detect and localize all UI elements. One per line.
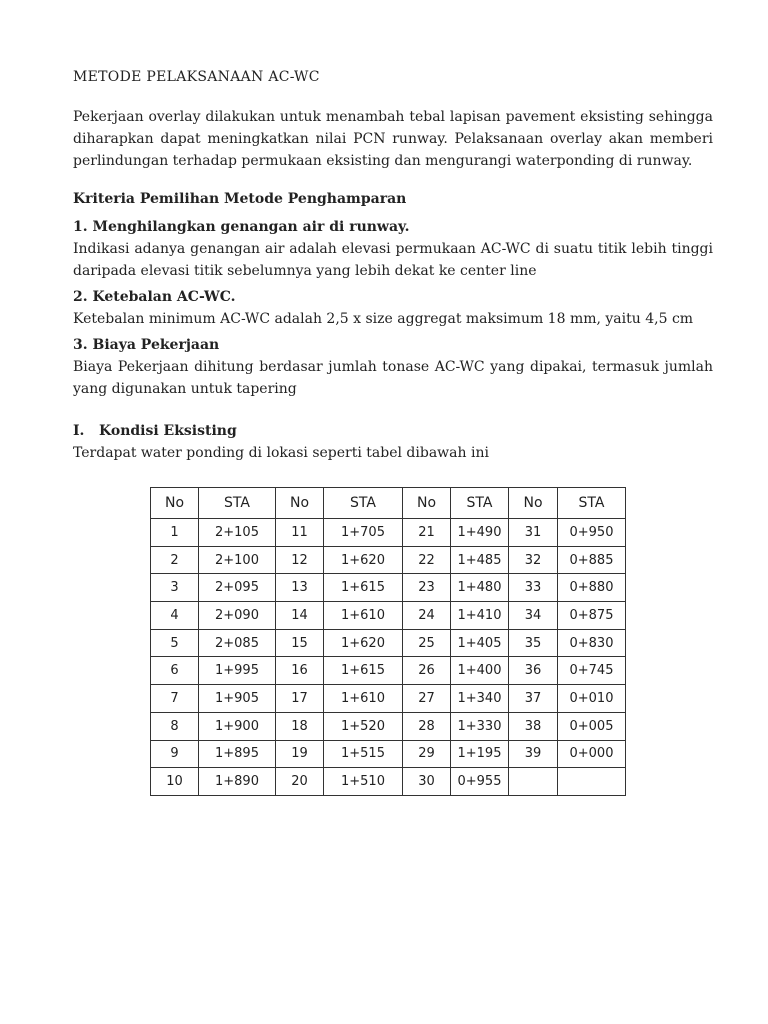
- header-cell: No: [151, 488, 199, 519]
- table-cell: 2+095: [199, 574, 276, 602]
- table-cell: 10: [151, 768, 199, 796]
- table-cell: 6: [151, 657, 199, 685]
- table-cell: 1+485: [451, 546, 509, 574]
- section-title: Kondisi Eksisting: [99, 423, 237, 439]
- header-cell: STA: [199, 488, 276, 519]
- table-cell: 17: [276, 685, 324, 713]
- table-cell: 11: [276, 519, 324, 547]
- table-row: [151, 712, 626, 740]
- table-cell: 0+955: [451, 768, 509, 796]
- table-row: [151, 740, 626, 768]
- table-cell: 0+005: [558, 712, 626, 740]
- table-cell: 0+010: [558, 685, 626, 713]
- table-cell: 9: [151, 740, 199, 768]
- table-cell: 1+195: [451, 740, 509, 768]
- table-cell: 1+620: [324, 546, 403, 574]
- table-cell: 21: [403, 519, 451, 547]
- table-cell: 38: [509, 712, 558, 740]
- table-cell: 1+520: [324, 712, 403, 740]
- table-cell: 35: [509, 629, 558, 657]
- table-cell: 0+950: [558, 519, 626, 547]
- criteria-3-heading: 3. Biaya Pekerjaan: [73, 337, 220, 353]
- table-cell: 1+410: [451, 602, 509, 630]
- intro-paragraph: Pekerjaan overlay dilakukan untuk menambah tebal lapisan pavement eksisting sehingga diharapkan dapat meningkatkan nilai PCN runway. Pelaksanaan overlay akan memberi perlindungan terhadap permukaan eksisting dan mengurangi waterponding di runway.: [73, 109, 713, 169]
- table-cell: 32: [509, 546, 558, 574]
- header-cell: No: [403, 488, 451, 519]
- table-cell: 37: [509, 685, 558, 713]
- table-cell: 2: [151, 546, 199, 574]
- table-cell: 5: [151, 629, 199, 657]
- criteria-2-heading: 2. Ketebalan AC-WC.: [73, 289, 236, 305]
- table-cell: 1+615: [324, 574, 403, 602]
- table-cell: 1: [151, 519, 199, 547]
- table-cell: 26: [403, 657, 451, 685]
- spacer: [73, 404, 713, 420]
- table-cell: 2+085: [199, 629, 276, 657]
- table-cell: 29: [403, 740, 451, 768]
- table-row: [151, 574, 626, 602]
- table-cell: 33: [509, 574, 558, 602]
- criteria-3-body: Biaya Pekerjaan dihitung berdasar jumlah tonase AC-WC yang dipakai, termasuk jumlah yang digunakan untuk tapering: [73, 359, 713, 397]
- table-cell: 25: [403, 629, 451, 657]
- table-cell: 0+000: [558, 740, 626, 768]
- table-cell: 28: [403, 712, 451, 740]
- table-cell: 18: [276, 712, 324, 740]
- section-number: I.: [73, 423, 85, 439]
- criteria-2-body: Ketebalan minimum AC-WC adalah 2,5 x size aggregat maksimum 18 mm, yaitu 4,5 cm: [73, 311, 694, 327]
- table-body: [151, 519, 626, 796]
- header-cell: STA: [451, 488, 509, 519]
- table-cell: 13: [276, 574, 324, 602]
- table-row: [151, 546, 626, 574]
- table-cell: [509, 768, 558, 796]
- table-cell: 1+490: [451, 519, 509, 547]
- table-row: [151, 519, 626, 547]
- table-cell: 0+885: [558, 546, 626, 574]
- table-cell: 22: [403, 546, 451, 574]
- section-heading: [73, 420, 713, 442]
- table-cell: 24: [403, 602, 451, 630]
- table-row: [151, 629, 626, 657]
- table-cell: 1+330: [451, 712, 509, 740]
- table-row: [151, 768, 626, 796]
- table-row: [151, 657, 626, 685]
- table-cell: 31: [509, 519, 558, 547]
- table-row: [151, 602, 626, 630]
- section-body: Terdapat water ponding di lokasi seperti tabel dibawah ini: [73, 445, 489, 461]
- table-cell: 16: [276, 657, 324, 685]
- table-cell: 1+895: [199, 740, 276, 768]
- table-cell: 36: [509, 657, 558, 685]
- table-cell: 14: [276, 602, 324, 630]
- table-cell: 15: [276, 629, 324, 657]
- table-cell: 1+510: [324, 768, 403, 796]
- header-cell: STA: [558, 488, 626, 519]
- table-cell: 12: [276, 546, 324, 574]
- criteria-1-body: Indikasi adanya genangan air adalah elevasi permukaan AC-WC di suatu titik lebih tinggi daripada elevasi titik sebelumnya yang lebih dekat ke center line: [73, 241, 713, 279]
- table-cell: 1+620: [324, 629, 403, 657]
- table-cell: 4: [151, 602, 199, 630]
- table-cell: 1+995: [199, 657, 276, 685]
- header-cell: No: [509, 488, 558, 519]
- table-cell: 1+905: [199, 685, 276, 713]
- table-cell: 1+480: [451, 574, 509, 602]
- table-cell: 1+610: [324, 602, 403, 630]
- table-cell: 0+880: [558, 574, 626, 602]
- table-cell: 0+875: [558, 602, 626, 630]
- table-cell: 1+705: [324, 519, 403, 547]
- table-header-row: [151, 488, 626, 519]
- table-cell: 8: [151, 712, 199, 740]
- table-cell: 19: [276, 740, 324, 768]
- table-cell: 2+105: [199, 519, 276, 547]
- table-cell: 1+400: [451, 657, 509, 685]
- table-row: [151, 685, 626, 713]
- table-cell: 1+890: [199, 768, 276, 796]
- table-cell: 1+340: [451, 685, 509, 713]
- header-cell: No: [276, 488, 324, 519]
- table-cell: [558, 768, 626, 796]
- document-title: METODE PELAKSANAAN AC-WC: [73, 69, 320, 85]
- criteria-title: Kriteria Pemilihan Metode Penghamparan: [73, 191, 407, 207]
- table-cell: 39: [509, 740, 558, 768]
- document-page: [73, 66, 713, 464]
- table-cell: 23: [403, 574, 451, 602]
- water-ponding-table: [150, 487, 626, 796]
- table-cell: 7: [151, 685, 199, 713]
- header-cell: STA: [324, 488, 403, 519]
- table-cell: 1+610: [324, 685, 403, 713]
- table-cell: 0+830: [558, 629, 626, 657]
- table-cell: 30: [403, 768, 451, 796]
- criteria-1-heading: 1. Menghilangkan genangan air di runway.: [73, 219, 410, 235]
- table-cell: 2+100: [199, 546, 276, 574]
- table-cell: 1+515: [324, 740, 403, 768]
- table-cell: 1+615: [324, 657, 403, 685]
- table-cell: 1+405: [451, 629, 509, 657]
- table-cell: 3: [151, 574, 199, 602]
- water-ponding-table-wrap: [150, 487, 626, 796]
- table-cell: 20: [276, 768, 324, 796]
- table-cell: 0+745: [558, 657, 626, 685]
- table-cell: 2+090: [199, 602, 276, 630]
- table-cell: 27: [403, 685, 451, 713]
- table-cell: 34: [509, 602, 558, 630]
- table-cell: 1+900: [199, 712, 276, 740]
